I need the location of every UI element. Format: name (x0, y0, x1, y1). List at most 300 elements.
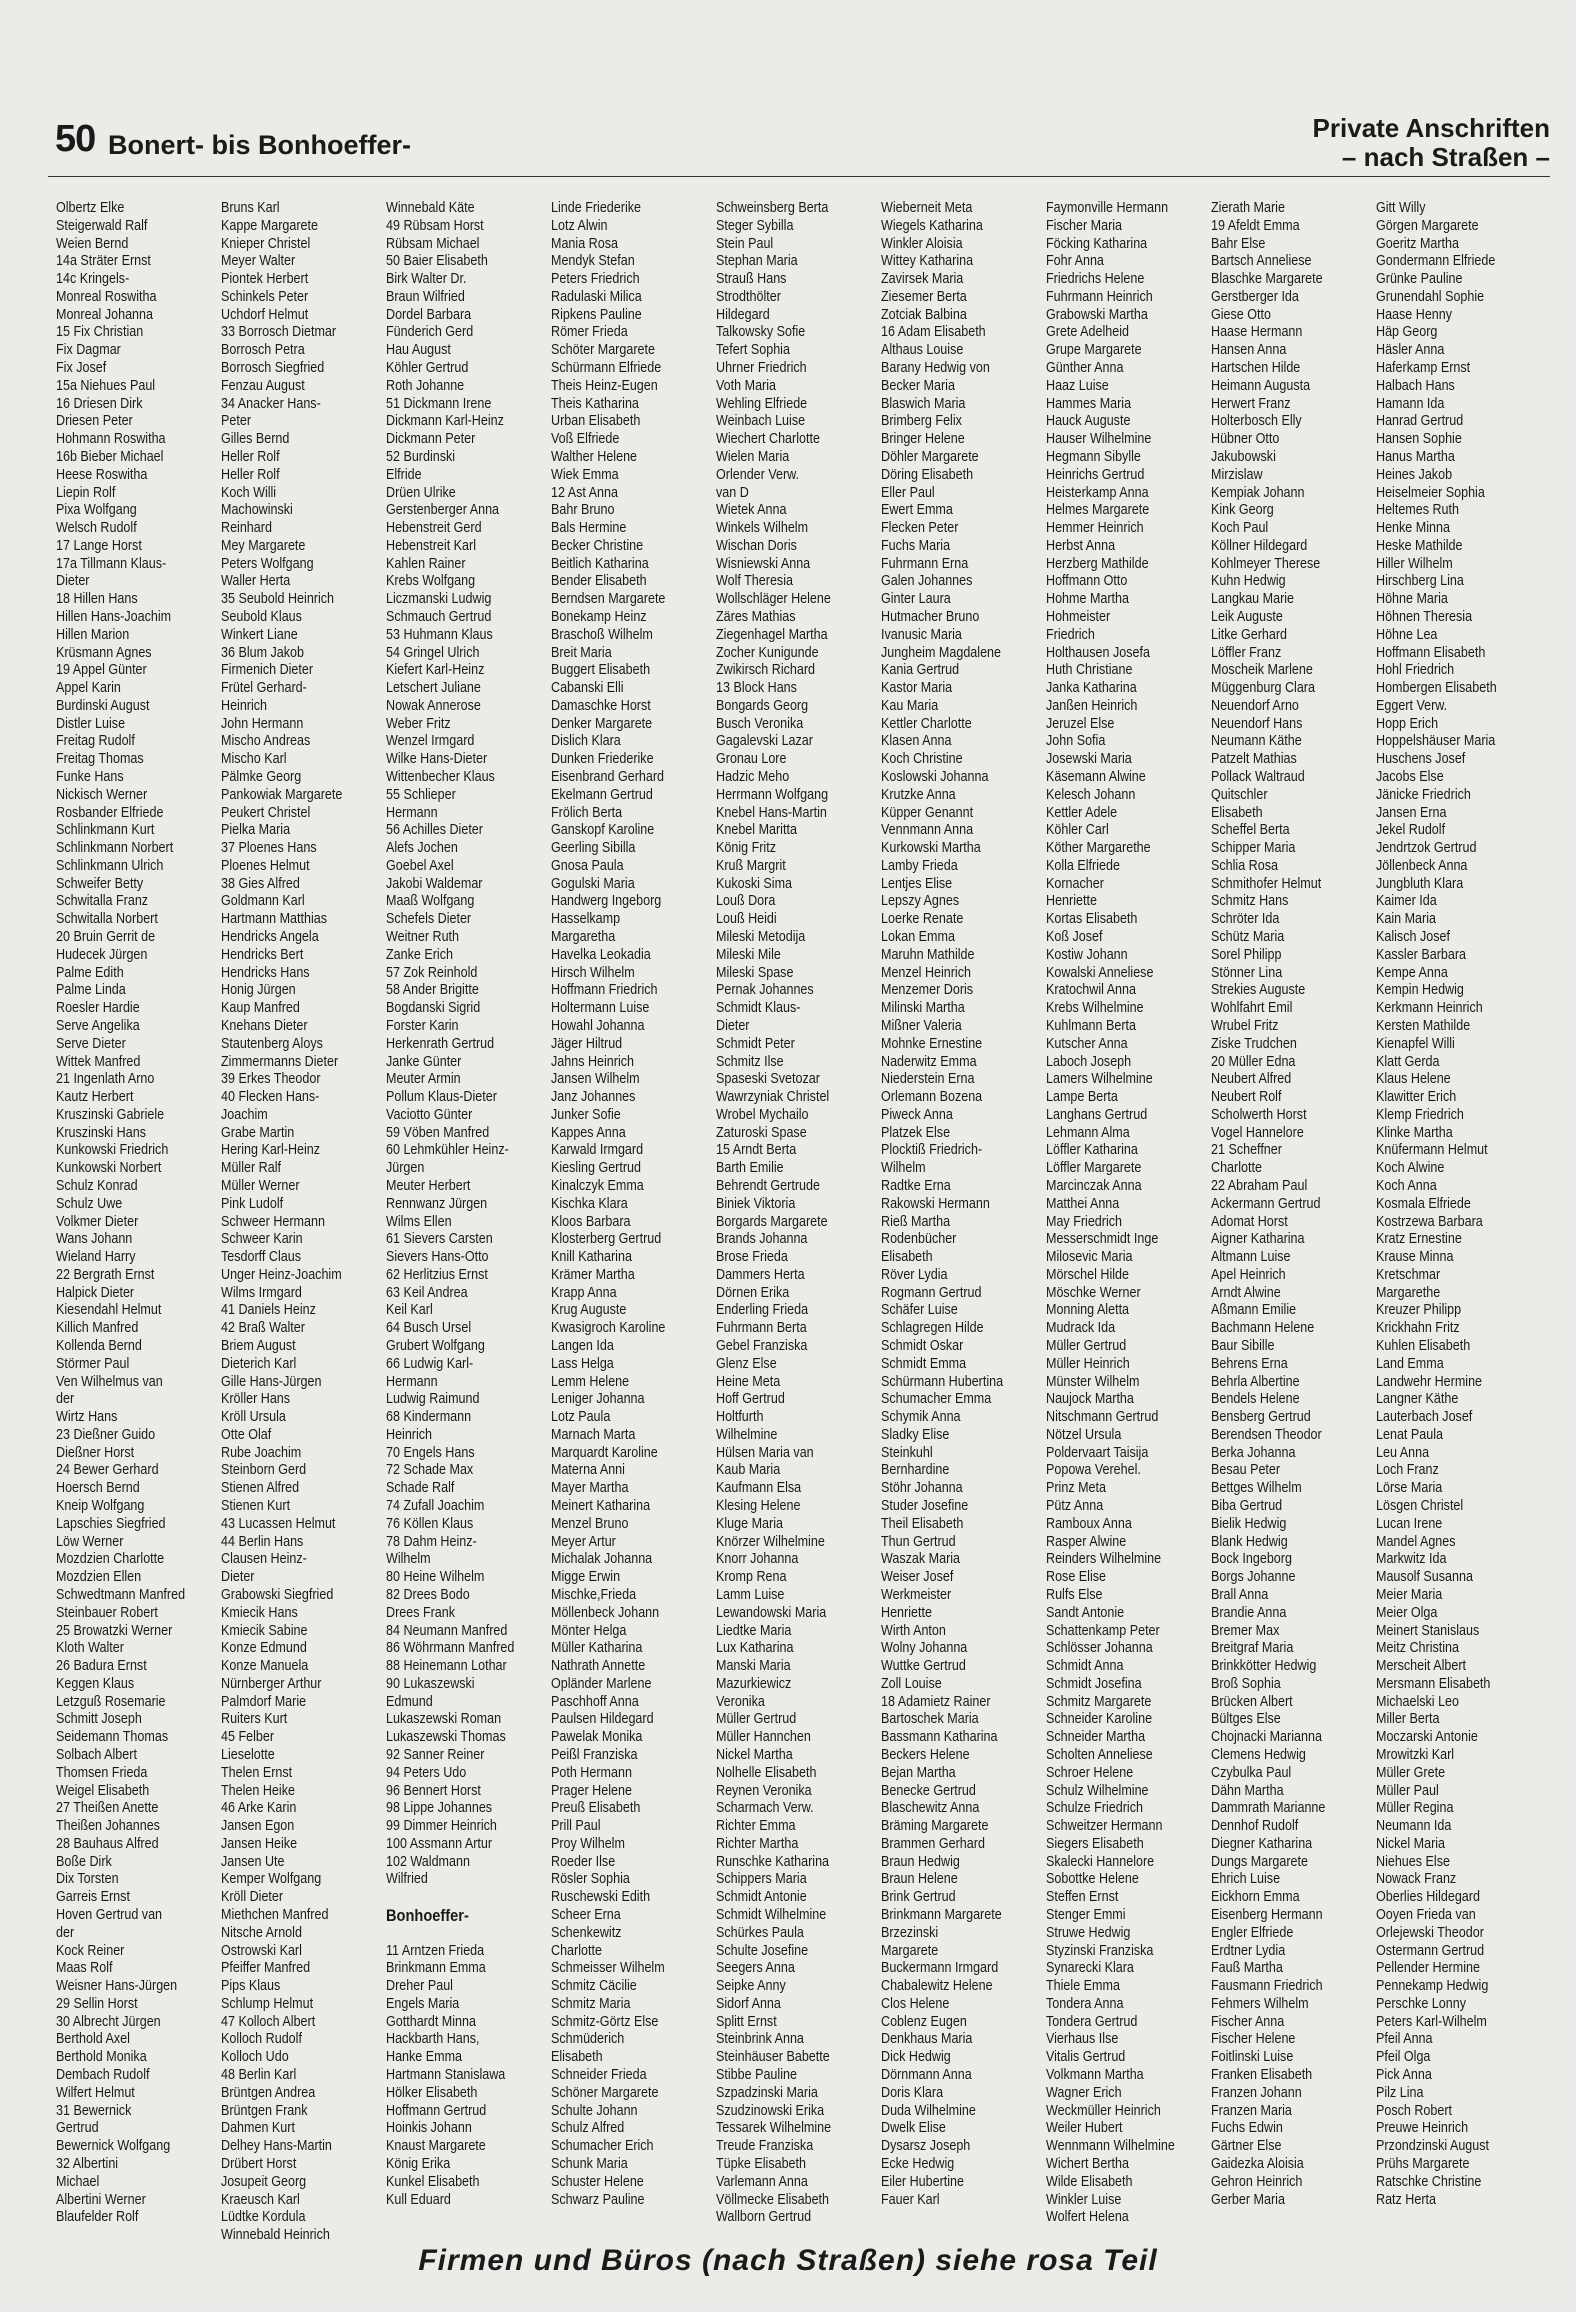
directory-entry: Hoppelshäuser Maria (1376, 733, 1496, 750)
directory-entry: Volkmann Martha (1046, 2067, 1144, 2084)
directory-entry: Liepin Rolf (56, 484, 116, 501)
directory-entry: Theis Katharina (551, 395, 639, 412)
directory-entry: Pfeil Olga (1376, 2049, 1431, 2066)
directory-entry: Appel Karin (56, 680, 121, 697)
directory-entry: Klosterberg Gertrud (551, 1231, 662, 1248)
directory-entry: Kink Georg (1211, 502, 1274, 519)
directory-entry: Kretschmar (1376, 1266, 1441, 1283)
directory-entry: Gagalevski Lazar (716, 733, 813, 750)
directory-entry: Winnebald Heinrich (221, 2227, 330, 2244)
directory-entry: Schmauch Gertrud (386, 608, 492, 625)
directory-entry: Schlinkmann Ulrich (56, 857, 164, 874)
directory-entry: 60 Lehmkühler Heinz- (386, 1142, 509, 1159)
directory-entry: Ginter Laura (881, 591, 951, 608)
directory-entry: Rösler Sophia (551, 1871, 630, 1888)
directory-entry: Schumacher Emma (881, 1391, 992, 1408)
directory-column (56, 200, 221, 2226)
directory-entry: Kettler Charlotte (881, 715, 972, 732)
directory-entry: Meyer Artur (551, 1533, 616, 1550)
directory-entry: Clos Helene (881, 1995, 950, 2012)
directory-entry: Kaufmann Elsa (716, 1480, 802, 1497)
directory-entry: 54 Gringel Ulrich (386, 644, 480, 661)
directory-entry: Niehues Else (1376, 1853, 1450, 1870)
directory-entry: Kloos Barbara (551, 1213, 631, 1230)
directory-entry: Zoll Louise (881, 1675, 942, 1692)
directory-entry: 35 Seubold Heinrich (221, 591, 335, 608)
directory-entry: Szpadzinski Maria (716, 2084, 818, 2101)
directory-entry: Pütz Anna (1046, 1498, 1104, 1515)
directory-entry: Jansen Ute (221, 1853, 285, 1870)
directory-entry: May Friedrich (1046, 1213, 1123, 1230)
directory-entry: Günther Anna (1046, 360, 1124, 377)
directory-entry: Stephan Maria (716, 253, 798, 270)
directory-entry: 92 Sanner Reiner (386, 1746, 485, 1763)
directory-entry: Dix Torsten (56, 1871, 119, 1888)
directory-entry: Ratschke Christine (1376, 2173, 1482, 2190)
directory-entry: Hoffmann Friedrich (551, 982, 658, 999)
directory-entry: Dörnmann Anna (881, 2067, 972, 2084)
directory-entry: König Erika (386, 2155, 451, 2172)
directory-entry: Pennekamp Hedwig (1376, 1978, 1489, 1995)
directory-entry: 61 Sievers Carsten (386, 1231, 493, 1248)
directory-entry: Kröller Hans (221, 1391, 291, 1408)
directory-entry: Theil Elisabeth (881, 1515, 964, 1532)
directory-entry: Borrosch Petra (221, 342, 305, 359)
directory-entry: Friedrich (1046, 626, 1095, 643)
directory-entry: Meuter Armin (386, 1071, 461, 1088)
directory-entry: Schlinkmann Kurt (56, 822, 155, 839)
directory-entry: Lepszy Agnes (881, 893, 960, 910)
directory-entry: Drees Frank (386, 1604, 456, 1621)
directory-entry: Kostrzewa Barbara (1376, 1213, 1483, 1230)
directory-entry: Brüntgen Andrea (221, 2084, 316, 2101)
directory-entry: Kersten Mathilde (1376, 1017, 1471, 1034)
directory-entry: Delhey Hans-Martin (221, 2138, 332, 2155)
directory-entry: Boße Dirk (56, 1853, 112, 1870)
directory-entry: Gilles Bernd (221, 431, 290, 448)
directory-entry: Vennmann Anna (881, 822, 974, 839)
directory-entry: Gille Hans-Jürgen (221, 1373, 322, 1390)
directory-entry: Hackbarth Hans, (386, 2031, 480, 2048)
directory-entry: Fuchs Maria (881, 537, 951, 554)
directory-entry: Schuster Helene (551, 2173, 644, 2190)
directory-entry: 64 Busch Ursel (386, 1320, 472, 1337)
directory-entry: Brink Gertrud (881, 1889, 956, 1906)
directory-entry: Kania Gertrud (881, 662, 960, 679)
directory-entry: Blaschewitz Anna (881, 1800, 980, 1817)
directory-entry: Fauer Karl (881, 2191, 940, 2208)
directory-entry: Huschens Josef (1376, 751, 1466, 768)
directory-entry: Handwerg Ingeborg (551, 893, 662, 910)
directory-entry: Henriette (881, 1604, 932, 1621)
directory-entry: Langkau Marie (1211, 591, 1295, 608)
directory-entry: Zanke Erich (386, 946, 453, 963)
directory-entry: 38 Gies Alfred (221, 875, 300, 892)
directory-entry: Grupe Margarete (1046, 342, 1142, 359)
directory-entry: Löffler Margarete (1046, 1160, 1142, 1177)
directory-entry: Rulfs Else (1046, 1586, 1103, 1603)
directory-entry: Stenger Emmi (1046, 1907, 1126, 1923)
directory-entry: 16 Adam Elisabeth (881, 324, 986, 341)
directory-entry: Schmidt Josefina (1046, 1675, 1142, 1692)
directory-entry: Borgards Margarete (716, 1213, 828, 1230)
directory-entry: Kempe Anna (1376, 964, 1448, 981)
directory-entry: Kwasigroch Karoline (551, 1320, 666, 1337)
directory-entry: Coblenz Eugen (881, 2013, 967, 2030)
directory-entry: Winkler Luise (1046, 2191, 1122, 2208)
directory-entry: Hebenstreit Karl (386, 537, 476, 554)
directory-entry: Ripkens Pauline (551, 306, 642, 323)
directory-entry: Bräming Margarete (881, 1818, 989, 1835)
directory-entry: Lukaszewski Roman (386, 1711, 502, 1728)
directory-entry: Wittenbecher Klaus (386, 769, 495, 785)
directory-entry: Hermann (386, 804, 438, 821)
directory-entry: Machowinski (221, 502, 293, 519)
directory-entry: Kowalski Anneliese (1046, 964, 1154, 981)
directory-entry: Michalak Johanna (551, 1551, 653, 1568)
directory-entry: Koch Paul (1211, 520, 1269, 537)
directory-entry: 39 Erkes Theodor (221, 1071, 321, 1088)
directory-entry: Mazurkiewicz (716, 1675, 792, 1692)
directory-entry: Lotz Paula (551, 1409, 611, 1426)
directory-entry: Voß Elfriede (551, 431, 620, 448)
directory-entry: Prill Paul (551, 1818, 601, 1835)
directory-entry: Litke Gerhard (1211, 626, 1288, 643)
directory-entry: Haase Hermann (1211, 324, 1303, 341)
directory-entry: Liedtke Maria (716, 1622, 792, 1639)
directory-entry: Grete Adelheid (1046, 324, 1130, 341)
directory-entry: 22 Abraham Paul (1211, 1177, 1308, 1194)
directory-entry: Scheer Erna (551, 1907, 621, 1923)
directory-entry: Siegers Elisabeth (1046, 1835, 1144, 1852)
directory-entry: Mendyk Stefan (551, 253, 635, 270)
directory-entry: Meuter Herbert (386, 1177, 471, 1194)
directory-entry: Dieter (221, 1569, 255, 1586)
directory-entry: Brinkmann Margarete (881, 1907, 1002, 1923)
directory-entry: Brinkmann Emma (386, 1960, 486, 1977)
directory-entry: Junker Sofie (551, 1106, 621, 1123)
directory-entry: Przondzinski August (1376, 2138, 1490, 2155)
directory-entry: 26 Badura Ernst (56, 1658, 147, 1675)
directory-entry: Maruhn Mathilde (881, 946, 975, 963)
directory-entry: Langhans Gertrud (1046, 1106, 1148, 1123)
directory-entry: Müller Gertrud (1046, 1338, 1127, 1354)
directory-entry: Gehron Heinrich (1211, 2173, 1303, 2190)
directory-entry: Denker Margarete (551, 715, 653, 732)
directory-entry: Holthausen Josefa (1046, 644, 1150, 661)
directory-entry: Ratz Herta (1376, 2191, 1436, 2208)
directory-entry: Jöllenbeck Anna (1376, 857, 1468, 874)
directory-entry: Honig Jürgen (221, 982, 296, 999)
directory-entry: Engels Maria (386, 1995, 460, 2012)
directory-entry: Adomat Horst (1211, 1213, 1288, 1230)
directory-entry: Kmiecik Sabine (221, 1622, 308, 1639)
directory-entry: Joachim (221, 1106, 268, 1123)
directory-entry: Mileski Spase (716, 964, 794, 981)
directory-entry: Mandel Agnes (1376, 1533, 1456, 1550)
directory-entry: Kortas Elisabeth (1046, 911, 1138, 928)
directory-entry: Rasper Alwine (1046, 1533, 1127, 1550)
directory-entry: Pilz Lina (1376, 2084, 1424, 2101)
directory-entry: Fuhrmann Berta (716, 1320, 807, 1337)
directory-entry: Jänicke Friedrich (1376, 786, 1471, 803)
directory-entry: Wilhelm (881, 1160, 926, 1177)
directory-entry: Hopp Erich (1376, 715, 1439, 732)
directory-entry: 78 Dahm Heinz- (386, 1533, 477, 1550)
directory-entry: Biniek Viktoria (716, 1195, 796, 1212)
directory-entry: Janßen Heinrich (1046, 697, 1138, 714)
directory-entry: Eickhorn Emma (1211, 1889, 1300, 1906)
directory-entry: Moscheik Marlene (1211, 662, 1313, 679)
directory-entry: Rube Joachim (221, 1444, 302, 1461)
directory-entry: 34 Anacker Hans- (221, 395, 321, 412)
directory-entry: Menzel Heinrich (881, 964, 971, 981)
directory-entry: Schweer Karin (221, 1231, 303, 1248)
directory-entry: Talkowsky Sofie (716, 324, 806, 341)
directory-entry: Bock Ingeborg (1211, 1551, 1292, 1568)
directory-entry: Stöhr Johanna (881, 1480, 963, 1497)
directory-entry: Ekelmann Gertrud (551, 786, 653, 803)
directory-entry: Aßmann Emilie (1211, 1302, 1297, 1319)
directory-entry: Zimmermanns Dieter (221, 1053, 339, 1070)
directory-entry: Kiesendahl Helmut (56, 1302, 162, 1319)
directory-entry: Tefert Sophia (716, 342, 790, 359)
directory-entry: Ven Wilhelmus van (56, 1373, 163, 1390)
directory-entry: Meitz Christina (1376, 1640, 1460, 1657)
directory-entry: Apel Heinrich (1211, 1266, 1286, 1283)
directory-entry: Koch Anna (1376, 1177, 1437, 1194)
directory-entry: Brimberg Felix (881, 413, 962, 430)
directory-entry: Paulsen Hildegard (551, 1711, 654, 1728)
directory-entry: Freitag Thomas (56, 751, 144, 768)
directory-entry: Stein Paul (716, 235, 774, 252)
directory-column (221, 200, 386, 2244)
directory-entry: Hanus Martha (1376, 448, 1455, 465)
directory-entry: Kull Eduard (386, 2191, 451, 2208)
directory-entry: Sladky Elise (881, 1426, 950, 1443)
directory-entry: Kuhn Hedwig (1211, 573, 1286, 590)
directory-entry: Schmitz Maria (551, 1995, 631, 2012)
section-title-line2: – nach Straßen – (1341, 142, 1550, 172)
directory-entry: Maas Rolf (56, 1960, 113, 1977)
directory-entry: Benecke Gertrud (881, 1782, 976, 1799)
directory-entry: Fix Dagmar (56, 342, 121, 359)
directory-entry: Thiele Emma (1046, 1978, 1120, 1995)
directory-entry: Dreher Paul (386, 1978, 453, 1995)
directory-entry: Görgen Margarete (1376, 217, 1479, 234)
directory-entry: Kratz Ernestine (1376, 1231, 1462, 1248)
directory-entry: Vaciotto Günter (386, 1106, 473, 1123)
directory-entry: Vierhaus Ilse (1046, 2031, 1119, 2048)
directory-entry: Mozdzien Ellen (56, 1569, 142, 1586)
directory-entry: Hoersch Bernd (56, 1480, 140, 1497)
directory-entry: Loerke Renate (881, 911, 964, 928)
directory-entry: Arndt Alwine (1211, 1284, 1281, 1301)
directory-entry: Schürmann Elfriede (551, 360, 662, 377)
directory-entry: Berendsen Theodor (1211, 1426, 1322, 1443)
directory-entry: Kiesling Gertrud (551, 1160, 641, 1177)
directory-entry: Ecke Hedwig (881, 2155, 955, 2172)
directory-entry: Schmeisser Wilhelm (551, 1960, 665, 1977)
directory-entry: Steinborn Gerd (221, 1462, 307, 1479)
directory-entry: 21 Ingenlath Arno (56, 1071, 155, 1088)
directory-entry: Brücken Albert (1211, 1693, 1293, 1710)
directory-entry: Blaschke Margarete (1211, 271, 1323, 288)
directory-entry: Opländer Marlene (551, 1675, 652, 1692)
directory-entry: Merscheit Albert (1376, 1658, 1466, 1675)
directory-entry: Schefels Dieter (386, 911, 472, 928)
directory-entry: Dunken Friederike (551, 751, 654, 768)
directory-entry: Köther Margarethe (1046, 840, 1151, 857)
directory-entry: Kaub Maria (716, 1462, 781, 1479)
directory-entry: Lauterbach Josef (1376, 1409, 1473, 1426)
directory-entry: Borrosch Siegfried (221, 360, 325, 377)
directory-entry: Lucan Irene (1376, 1515, 1443, 1532)
directory-entry: Schulz Wilhelmine (1046, 1782, 1149, 1799)
directory-entry: Busch Veronika (716, 715, 804, 732)
directory-entry: Margarethe (1376, 1284, 1441, 1301)
directory-entry: Letschert Juliane (386, 680, 481, 697)
directory-entry: Olbertz Elke (56, 200, 125, 216)
directory-entry: Stautenberg Aloys (221, 1035, 323, 1052)
directory-entry: Steinbauer Robert (56, 1604, 158, 1621)
directory-entry: Zäres Mathias (716, 608, 796, 625)
directory-entry: Sandt Antonie (1046, 1604, 1125, 1621)
directory-entry: Popowa Verehel. (1046, 1462, 1141, 1479)
directory-entry: Hammes Maria (1046, 395, 1132, 412)
directory-entry: Grubert Wolfgang (386, 1338, 485, 1354)
directory-entry: Lux Katharina (716, 1640, 794, 1657)
directory-entry: Dickmann Peter (386, 431, 476, 448)
directory-column (1376, 200, 1541, 2208)
directory-entry: Dislich Klara (551, 733, 621, 750)
directory-entry: Bringer Helene (881, 431, 965, 448)
directory-entry: Fausmann Friedrich (1211, 1978, 1323, 1995)
directory-entry: Driesen Peter (56, 413, 133, 430)
directory-entry: Birk Walter Dr. (386, 271, 467, 288)
directory-entry: Köhler Gertrud (386, 360, 469, 377)
directory-entry: Brandie Anna (1211, 1604, 1287, 1621)
directory-entry: Krickhahn Fritz (1376, 1320, 1460, 1337)
directory-entry: 17a Tillmann Klaus- (56, 555, 167, 572)
directory-entry: 72 Schade Max (386, 1462, 474, 1479)
directory-entry: Kröll Dieter (221, 1889, 284, 1906)
directory-entry: John Sofia (1046, 733, 1106, 750)
directory-entry: Weber Fritz (386, 715, 451, 732)
directory-entry: Knieper Christel (221, 235, 311, 252)
directory-entry: Mirzislaw (1211, 466, 1263, 483)
directory-entry: Hoff Gertrud (716, 1391, 785, 1408)
directory-entry: Schneider Frieda (551, 2067, 647, 2084)
directory-entry: Wawrzyniak Christel (716, 1089, 830, 1106)
directory-entry: Distler Luise (56, 715, 126, 732)
directory-entry: Posch Robert (1376, 2102, 1453, 2119)
directory-entry: Quitschler (1211, 786, 1268, 803)
directory-entry: Hau August (386, 342, 451, 359)
directory-entry: Knörzer Wilhelmine (716, 1533, 825, 1550)
directory-entry: Jakobi Waldemar (386, 875, 483, 892)
directory-entry: Scheffel Berta (1211, 822, 1290, 839)
directory-entry: Kunkowski Friedrich (56, 1142, 169, 1159)
directory-entry: Mischo Karl (221, 751, 287, 768)
directory-entry: Hoinkis Johann (386, 2120, 472, 2137)
directory-entry: Dickmann Karl-Heinz (386, 413, 504, 430)
directory-entry: 76 Köllen Klaus (386, 1515, 474, 1532)
directory-entry: Ehrich Luise (1211, 1871, 1281, 1888)
directory-entry: Wirth Anton (881, 1622, 946, 1639)
directory-entry: Ooyen Frieda van (1376, 1907, 1476, 1923)
directory-entry: Radtke Erna (881, 1177, 951, 1194)
directory-entry: Gnosa Paula (551, 857, 624, 874)
directory-entry: Klasen Anna (881, 733, 952, 750)
directory-entry: Palmdorf Marie (221, 1693, 307, 1710)
directory-entry: Bielik Hedwig (1211, 1515, 1287, 1532)
directory-entry: Jendrtzok Gertrud (1376, 840, 1477, 857)
directory-entry: Wiek Emma (551, 466, 619, 483)
directory-entry: Mönter Helga (551, 1622, 627, 1639)
directory-entry: Leik Auguste (1211, 608, 1283, 625)
directory-entry: Kelesch Johann (1046, 786, 1136, 803)
directory-entry: Ruiters Kurt (221, 1711, 288, 1728)
directory-entry: Röver Lydia (881, 1266, 948, 1283)
directory-entry: Pankowiak Margarete (221, 786, 343, 803)
directory-entry: Schmitz-Görtz Else (551, 2013, 659, 2030)
directory-entry: Kuhlmann Berta (1046, 1017, 1137, 1034)
directory-entry: Zierath Marie (1211, 200, 1285, 216)
directory-entry: Kemper Wolfgang (221, 1871, 322, 1888)
directory-entry: Neubert Alfred (1211, 1071, 1292, 1088)
directory-entry: Garreis Ernst (56, 1889, 130, 1906)
directory-entry: Berthold Axel (56, 2031, 130, 2048)
directory-entry: Thelen Ernst (221, 1764, 293, 1781)
directory-entry: 88 Heinemann Lothar (386, 1658, 507, 1675)
directory-entry: Bahr Bruno (551, 502, 615, 519)
directory-entry: Hohl Friedrich (1376, 662, 1455, 679)
directory-entry: Peters Karl-Wilhelm (1376, 2013, 1487, 2030)
directory-entry: Heimann Augusta (1211, 377, 1311, 394)
directory-entry: Sorel Philipp (1211, 946, 1282, 963)
directory-entry: Letzguß Rosemarie (56, 1693, 166, 1710)
directory-entry: Meier Olga (1376, 1604, 1438, 1621)
directory-entry: Gerstberger Ida (1211, 288, 1299, 305)
directory-entry: 55 Schlieper (386, 786, 456, 803)
directory-entry: Wiechert Charlotte (716, 431, 820, 448)
directory-entry: Becker Maria (881, 377, 955, 394)
directory-entry: Thelen Heike (221, 1782, 295, 1799)
directory-entry: Rübsam Michael (386, 235, 480, 252)
directory-entry: Weckmüller Heinrich (1046, 2102, 1161, 2119)
directory-entry: Mohnke Ernestine (881, 1035, 983, 1052)
directory-entry: Brands Johanna (716, 1231, 808, 1248)
directory-entry: 12 Ast Anna (551, 484, 618, 501)
directory-column (716, 200, 881, 2226)
directory-entry: Steinhäuser Babette (716, 2049, 830, 2066)
directory-entry: Lenat Paula (1376, 1426, 1443, 1443)
directory-entry: Braun Wilfried (386, 288, 465, 305)
directory-entry: Langner Käthe (1376, 1391, 1459, 1408)
directory-entry: Tondera Gertrud (1046, 2013, 1138, 2030)
directory-entry: Tesdorff Claus (221, 1249, 301, 1266)
directory-entry: Kolloch Udo (221, 2049, 289, 2066)
directory-entry: Welsch Rudolf (56, 520, 137, 537)
directory-entry: Pick Anna (1376, 2067, 1432, 2084)
directory-entry: Klesing Helene (716, 1498, 801, 1515)
directory-entry: Keggen Klaus (56, 1675, 135, 1692)
directory-entry: 44 Berlin Hans (221, 1533, 304, 1550)
directory-entry: Holtermann Luise (551, 1000, 650, 1017)
directory-entry: Müller Hannchen (716, 1729, 811, 1746)
directory-entry: Funke Hans (56, 769, 124, 785)
